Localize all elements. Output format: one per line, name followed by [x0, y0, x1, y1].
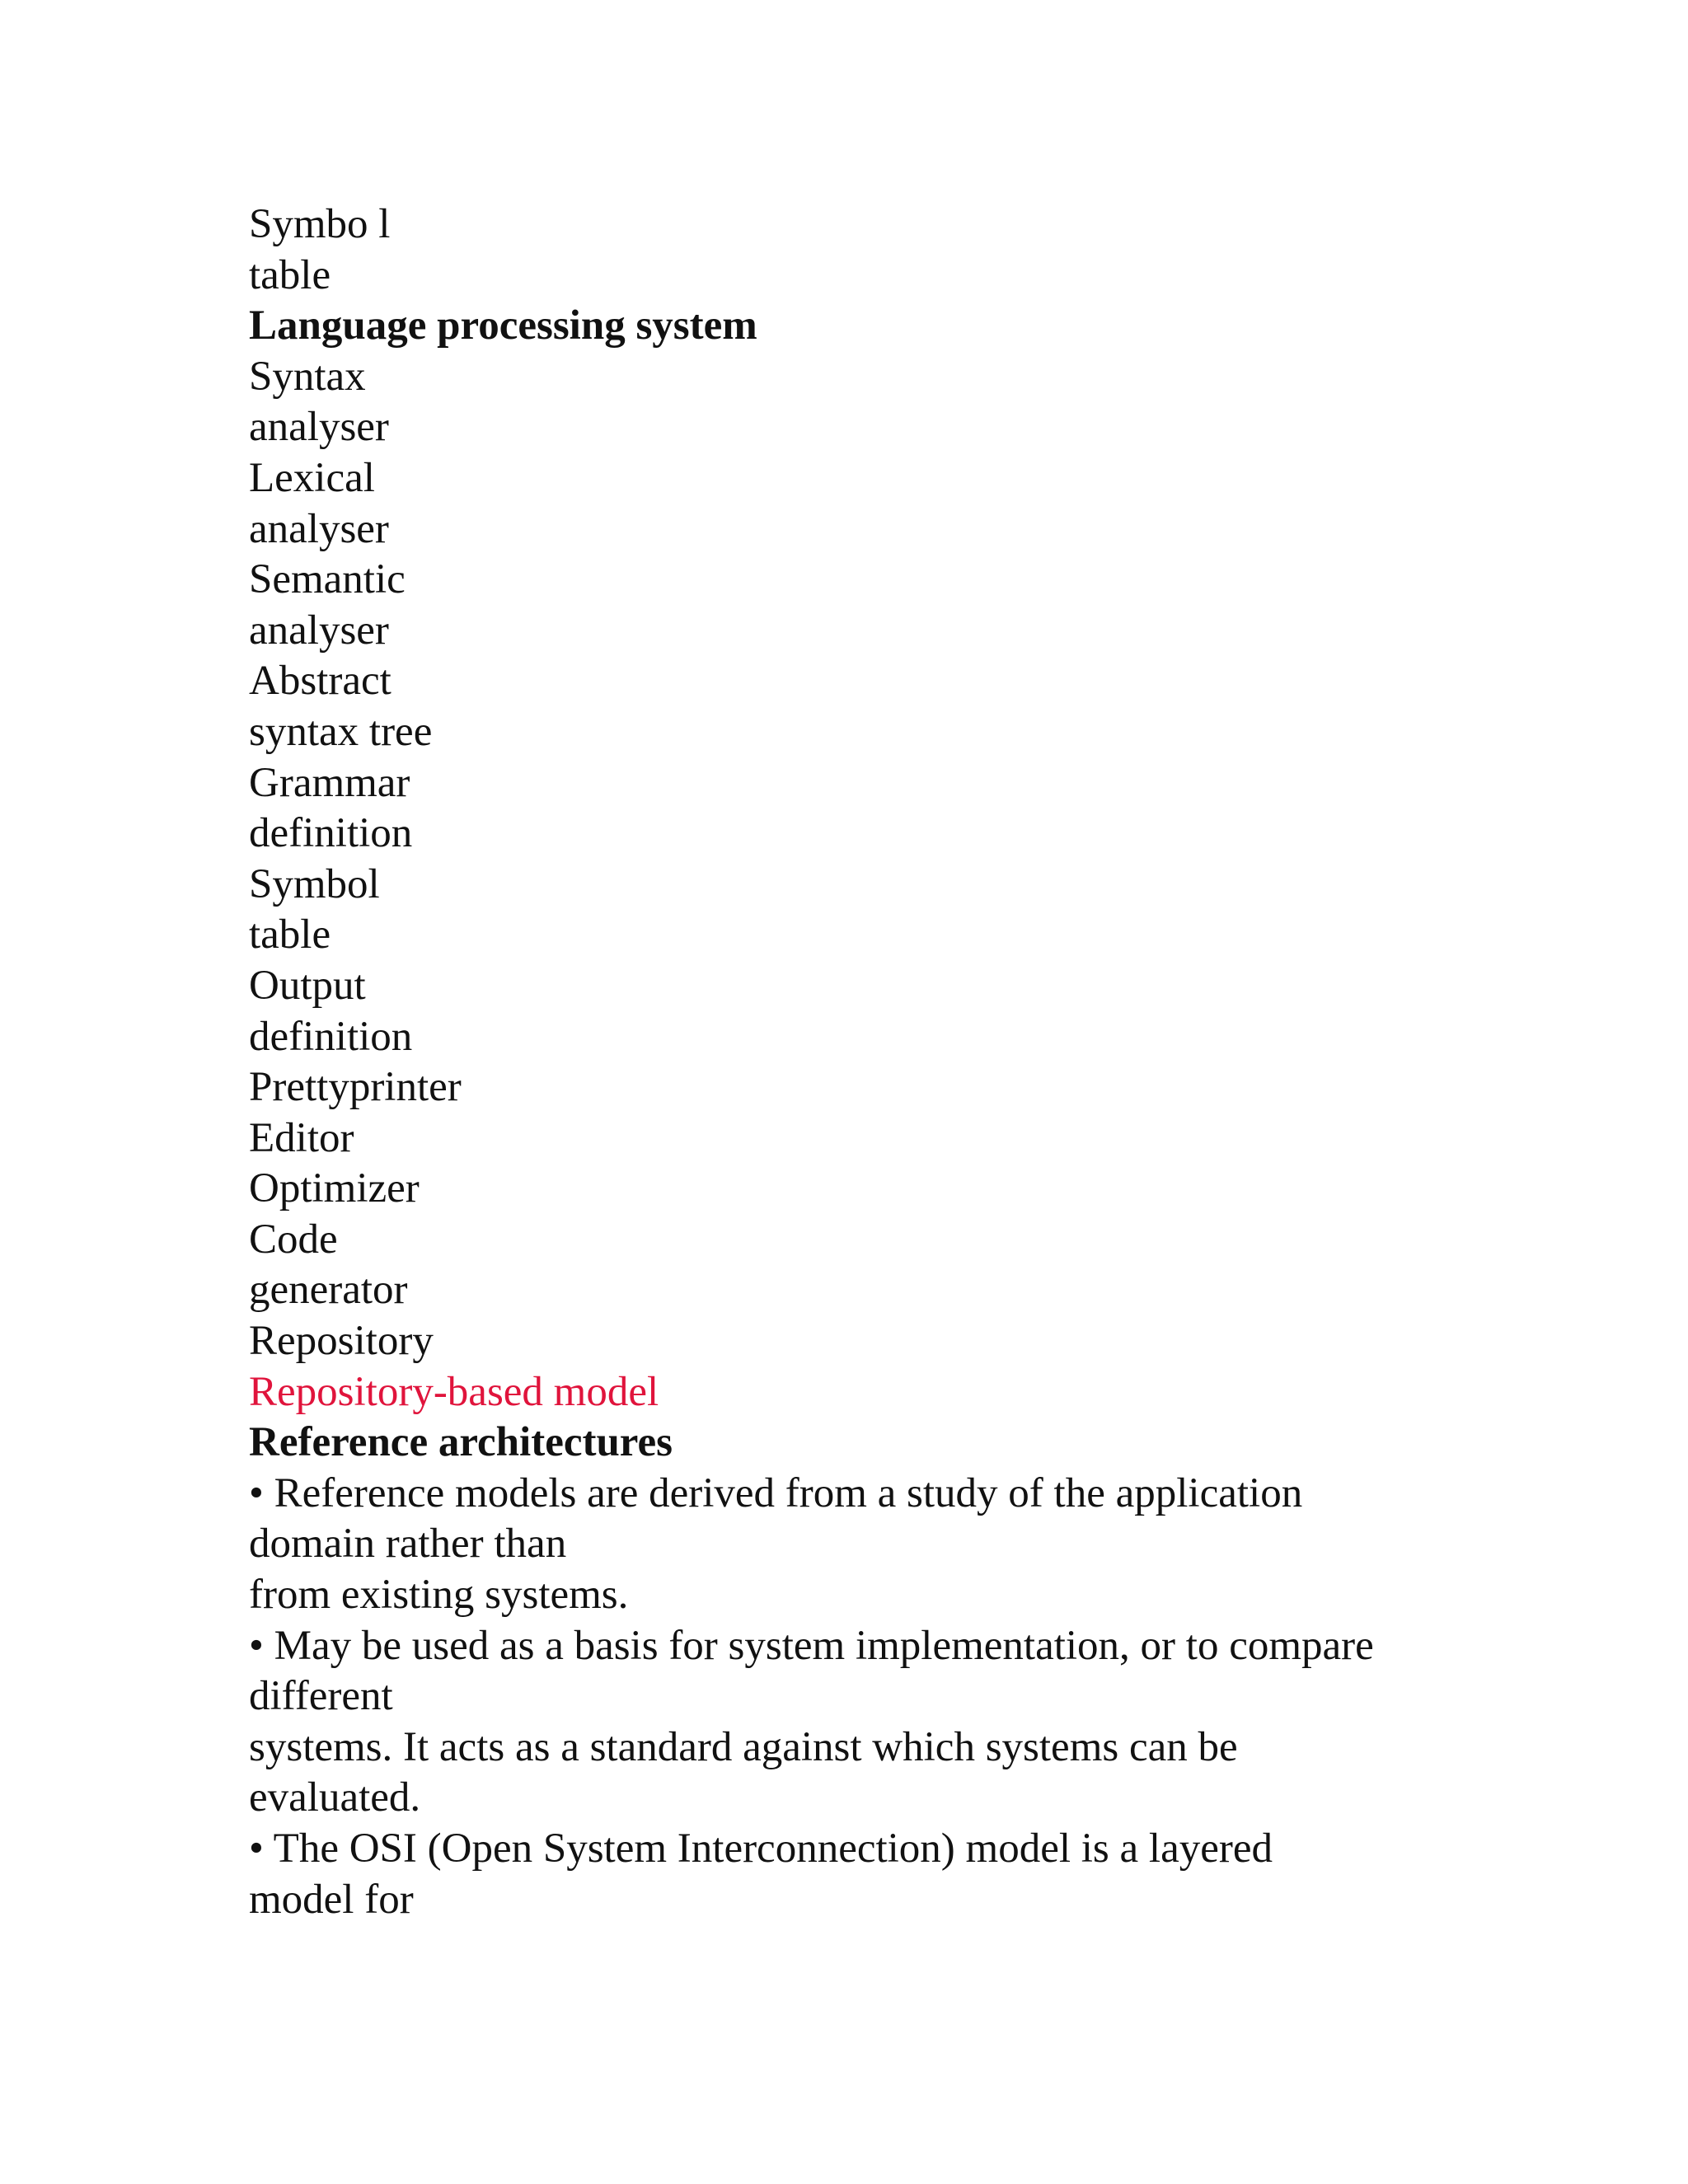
text-line: evaluated. [249, 1774, 421, 1821]
text-line: definition [249, 1013, 413, 1060]
bullet-line: • Reference models are derived from a study of the application [249, 1469, 1303, 1516]
text-line: Prettyprinter [249, 1064, 462, 1111]
section-heading-reference-architectures: Reference architectures [249, 1419, 673, 1466]
text-line: Syntax [249, 353, 366, 400]
text-line: Editor [249, 1114, 354, 1161]
text-line: generator [249, 1267, 408, 1314]
text-line: table [249, 251, 331, 298]
bullet-line: • May be used as a basis for system implementation, or to compare [249, 1622, 1374, 1669]
text-line: Optimizer [249, 1165, 420, 1212]
text-line: Symbo l [249, 201, 391, 247]
text-line: systems. It acts as a standard against which systems can be [249, 1723, 1238, 1770]
text-line: Abstract [249, 658, 392, 705]
text-line: Repository [249, 1318, 434, 1365]
text-line: analyser [249, 607, 389, 654]
text-line: Code [249, 1216, 338, 1263]
text-line: analyser [249, 505, 389, 552]
text-line: analyser [249, 404, 389, 451]
section-heading-language-processing: Language processing system [249, 302, 757, 349]
text-line: Lexical [249, 454, 375, 501]
text-line: syntax tree [249, 708, 433, 755]
text-line: table [249, 912, 331, 958]
text-line: different [249, 1673, 393, 1720]
text-line: Grammar [249, 759, 410, 806]
text-line: Symbol [249, 860, 380, 907]
text-line: Output [249, 962, 366, 1009]
text-line: model for [249, 1876, 414, 1923]
text-line: domain rather than [249, 1521, 567, 1568]
bullet-line: • The OSI (Open System Interconnection) model is a layered [249, 1825, 1273, 1872]
text-line: definition [249, 810, 413, 857]
document-body [249, 199, 1485, 1925]
text-line: from existing systems. [249, 1572, 629, 1619]
text-line: Semantic [249, 556, 406, 603]
figure-caption-repository-model: Repository-based model [249, 1368, 659, 1415]
